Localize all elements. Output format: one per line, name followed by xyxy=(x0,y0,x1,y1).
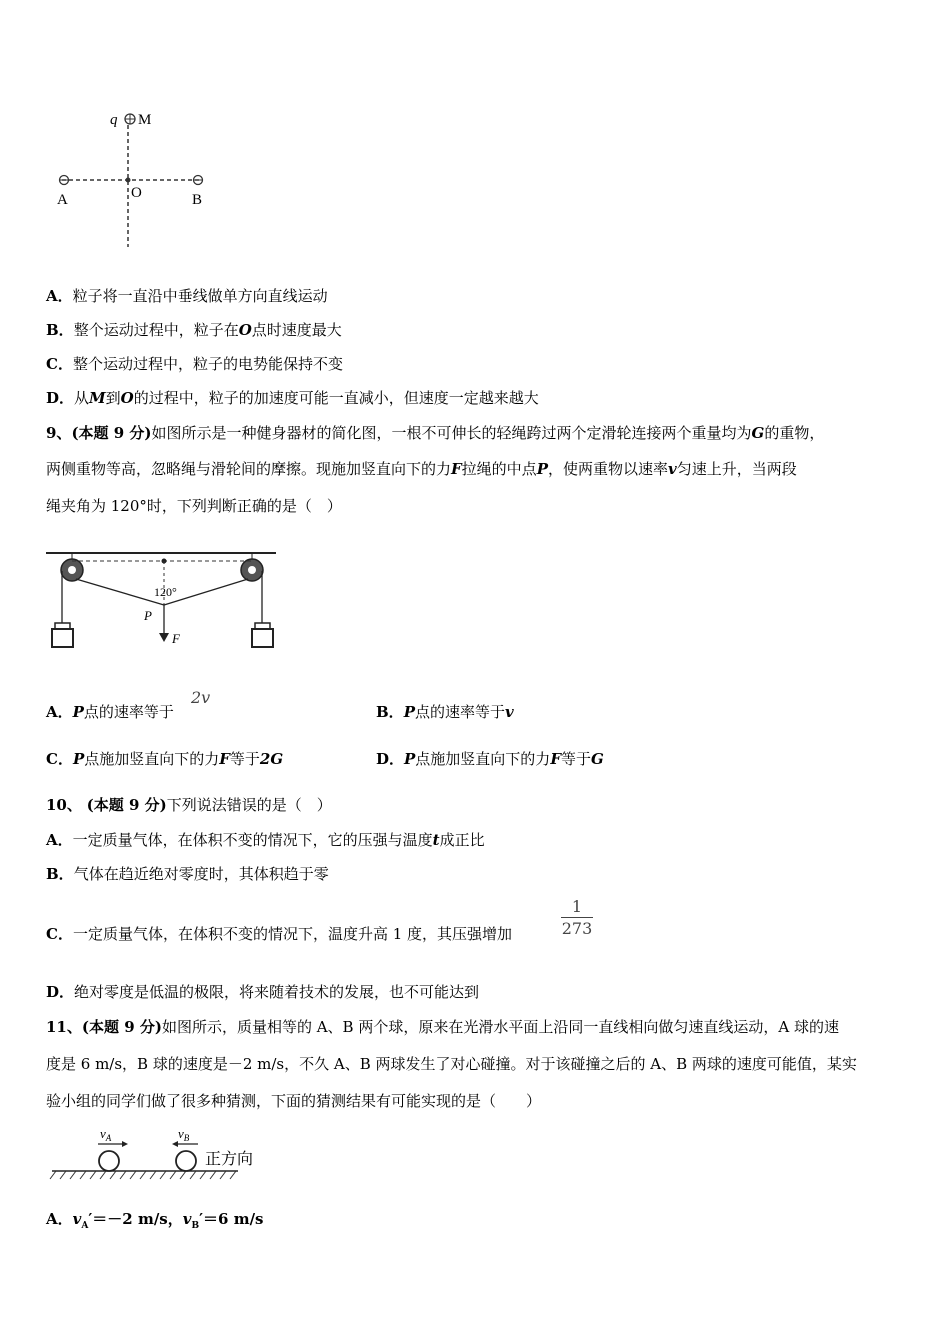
q10-option-b: B．气体在趋近绝对零度时，其体积趋于零 xyxy=(46,865,329,883)
point-p-label: P xyxy=(144,608,152,623)
charge-figure xyxy=(50,105,220,250)
fraction-1-273 xyxy=(561,897,593,940)
q9-stem-line2: 两侧重物等高，忽略绳与滑轮间的摩擦。现施加竖直向下的力F拉绳的中点P，使两重物以速率v匀速上升，当两段 xyxy=(46,460,797,478)
fraction-denominator: 273 xyxy=(561,919,593,938)
q9-option-a: A．P点的速率等于 xyxy=(46,703,174,721)
angle-label: 120° xyxy=(154,585,177,599)
q8-option-a: A．粒子将一直沿中垂线做单方向直线运动 xyxy=(46,287,328,305)
positive-direction-label: 正方向 xyxy=(205,1151,254,1168)
point-b-label: B xyxy=(192,192,203,208)
point-a-label: A xyxy=(57,192,68,208)
balls-figure xyxy=(48,1124,268,1184)
force-f-label: F xyxy=(172,631,180,646)
charge-q-label: q xyxy=(110,112,118,128)
q11-stem-line2: 度是 6 m/s，B 球的速度是－2 m/s，不久 A、B 两球发生了对心碰撞。对于该碰撞之后的 A、B 两球的速度可能值，某实 xyxy=(46,1055,857,1073)
q10-option-a: A．一定质量气体，在体积不变的情况下，它的压强与温度t成正比 xyxy=(46,831,485,849)
q9-option-c: C．P点施加竖直向下的力F等于2G xyxy=(46,750,284,768)
fraction-numerator: 1 xyxy=(571,897,583,916)
q8-option-c: C．整个运动过程中，粒子的电势能保持不变 xyxy=(46,355,343,373)
pulley-figure xyxy=(44,545,279,657)
q9-stem-line1: 9、(本题 9 分)如图所示是一种健身器材的简化图，一根不可伸长的轻绳跨过两个定滑轮连接两个重量均为G的重物， xyxy=(46,424,825,442)
q11-option-a: A．$v_A'=-2$ m/s，$v_B'=6$ m/s xyxy=(46,1210,264,1231)
q10-stem: 10、 (本题 9 分)下列说法错误的是（ ） xyxy=(46,796,332,814)
q10-option-d: D．绝对零度是低温的极限，将来随着技术的发展，也不可能达到 xyxy=(46,983,480,1001)
q8-option-b: B．整个运动过程中，粒子在O点时速度最大 xyxy=(46,321,342,339)
q11-stem-line1: 11、(本题 9 分)如图所示，质量相等的 A、B 两个球，原来在光滑水平面上沿同一直线相向做匀速直线运动，A 球的速 xyxy=(46,1018,839,1036)
point-o-label: O xyxy=(131,185,142,201)
q9-option-a-value: 2v xyxy=(191,688,211,707)
q11-stem-line3: 验小组的同学们做了很多种猜测，下面的猜测结果有可能实现的是（ ） xyxy=(46,1092,542,1110)
point-m-label: M xyxy=(138,112,152,128)
q9-option-d: D．P点施加竖直向下的力F等于G xyxy=(376,750,604,768)
vb-label: $v_B$ xyxy=(178,1126,190,1143)
q9-option-b: B．P点的速率等于v xyxy=(376,703,514,721)
q10-option-c: C．一定质量气体，在体积不变的情况下，温度升高 1 度，其压强增加 xyxy=(46,925,513,943)
q9-stem-line3: 绳夹角为 120°时，下列判断正确的是（ ） xyxy=(46,497,342,515)
q8-option-d: D．从M到O的过程中，粒子的加速度可能一直减小，但速度一定越来越大 xyxy=(46,389,539,407)
va-label: $v_A$ xyxy=(100,1126,112,1143)
